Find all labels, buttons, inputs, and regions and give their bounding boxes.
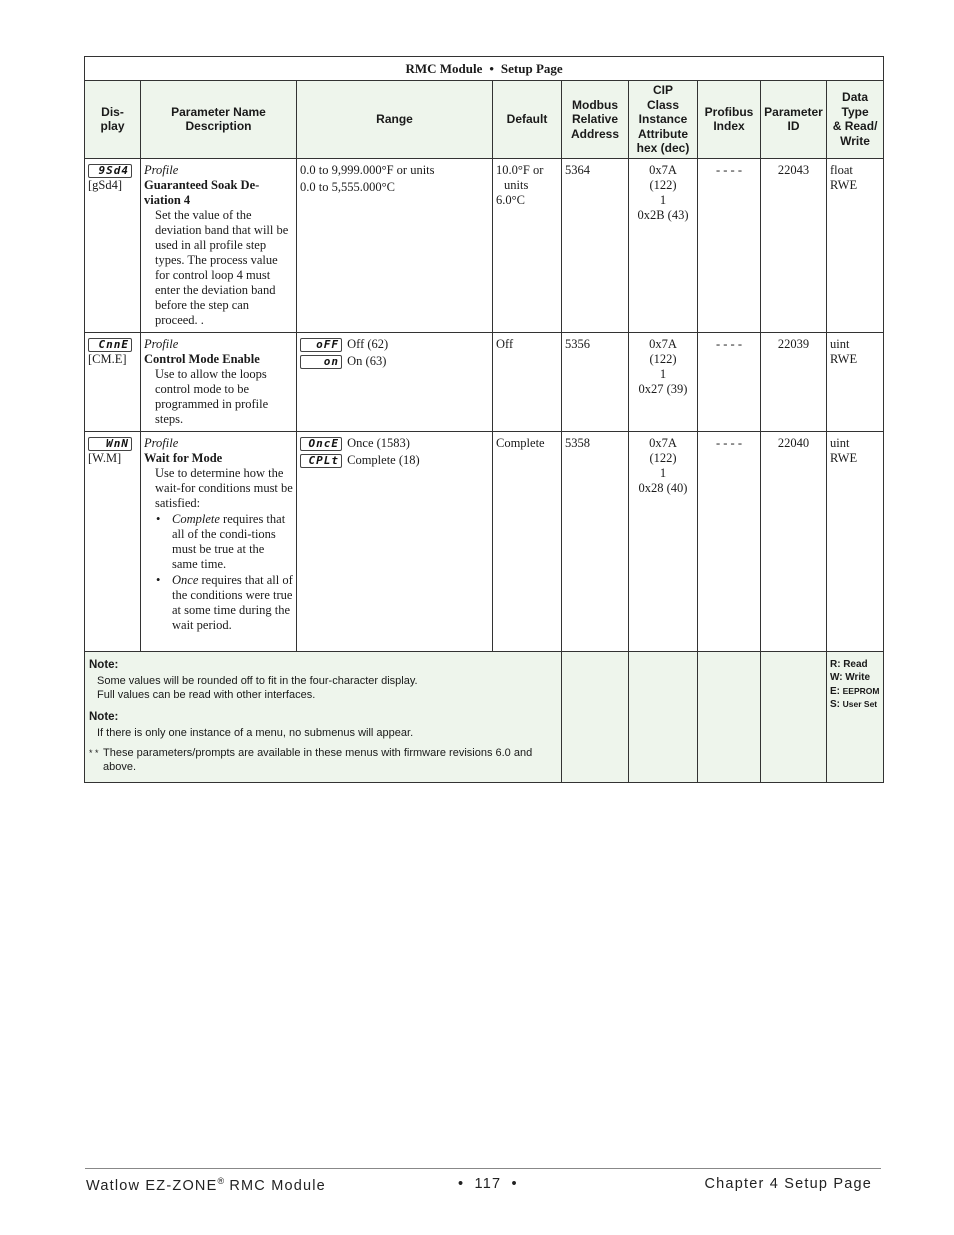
name-cell bbox=[141, 158, 297, 332]
lcd-option: CPLt bbox=[300, 454, 342, 468]
firmware-note bbox=[89, 746, 557, 774]
lcd-prompt: WnN bbox=[88, 437, 132, 451]
default-cell bbox=[493, 158, 562, 332]
option-label: Once (1583) bbox=[347, 435, 410, 450]
display-cell bbox=[85, 158, 141, 332]
parameter-name: Control Mode Enable bbox=[144, 351, 260, 366]
cip-class-dec: (122) bbox=[649, 177, 677, 192]
profibus-cell: - - - - bbox=[698, 332, 761, 431]
footer-chapter: Chapter 4 Setup Page bbox=[704, 1176, 872, 1192]
header-name: Parameter Name Description bbox=[141, 81, 297, 159]
default-value: 10.0°F or bbox=[496, 162, 544, 177]
data-type: float bbox=[830, 162, 853, 177]
cip-cell bbox=[629, 158, 698, 332]
parameter-name: Guaranteed Soak De- viation 4 bbox=[144, 177, 260, 207]
cip-class: 0x7A bbox=[649, 162, 677, 177]
cip-class: 0x7A bbox=[649, 435, 677, 450]
notes-row bbox=[85, 651, 884, 782]
param-id-cell: 22040 bbox=[761, 431, 827, 651]
legend-value: EEPROM bbox=[842, 685, 880, 696]
legend-item bbox=[830, 658, 881, 672]
header-modbus: Modbus Relative Address bbox=[562, 81, 629, 159]
double-asterisk: * * bbox=[89, 747, 99, 758]
display-cell bbox=[85, 431, 141, 651]
default-cell: Off bbox=[493, 332, 562, 431]
cip-class: 0x7A bbox=[649, 336, 677, 351]
default-value: 6.0°C bbox=[496, 192, 525, 207]
header-display: Dis- play bbox=[85, 81, 141, 159]
legend-item bbox=[830, 685, 881, 699]
read-write: RWE bbox=[830, 177, 858, 192]
legend-key: R: bbox=[830, 658, 841, 670]
note-text: These parameters/prompts are available in these menus with firmware revisions 6.0 and above. bbox=[103, 746, 533, 773]
parameter-description: Set the value of the deviation band that will be used in all profile step types. The process value for control loop 4 must enter the deviation band before the step can proceed. . bbox=[155, 207, 289, 327]
read-write: RWE bbox=[830, 450, 858, 465]
empty-cell bbox=[562, 651, 629, 782]
data-type-cell bbox=[827, 158, 884, 332]
range-option bbox=[300, 453, 489, 468]
default-cell: Complete bbox=[493, 431, 562, 651]
range-line: 0.0 to 5,555.000°C bbox=[300, 179, 395, 194]
table-row bbox=[85, 332, 884, 431]
default-value: units bbox=[504, 177, 529, 192]
modbus-cell: 5364 bbox=[562, 158, 629, 332]
empty-cell bbox=[761, 651, 827, 782]
data-type: uint bbox=[830, 336, 850, 351]
header-range: Range bbox=[297, 81, 493, 159]
range-option bbox=[300, 337, 489, 352]
legend-key: E: bbox=[830, 685, 840, 697]
read-write: RWE bbox=[830, 351, 858, 366]
range-cell bbox=[297, 158, 493, 332]
cip-instance: 1 bbox=[659, 366, 667, 381]
note-heading: Note: bbox=[89, 710, 119, 723]
modbus-cell: 5356 bbox=[562, 332, 629, 431]
display-cell bbox=[85, 332, 141, 431]
parameter-description: Use to allow the loops control mode to be programmed in profile steps. bbox=[155, 366, 269, 426]
parameter-name: Wait for Mode bbox=[144, 450, 223, 465]
title-separator: • bbox=[489, 61, 494, 76]
lcd-option: OncE bbox=[300, 437, 342, 451]
name-cell bbox=[141, 431, 297, 651]
header-default: Default bbox=[493, 81, 562, 159]
header-row bbox=[85, 81, 884, 159]
title-page: Setup Page bbox=[500, 61, 563, 76]
menu-label: Profile bbox=[144, 336, 179, 351]
bullet-list bbox=[144, 512, 293, 633]
param-id-cell: 22043 bbox=[761, 158, 827, 332]
footer-rule bbox=[85, 1168, 881, 1169]
empty-cell bbox=[698, 651, 761, 782]
data-type: uint bbox=[830, 435, 850, 450]
footer-product bbox=[86, 1176, 326, 1194]
bullet-term: Once bbox=[172, 572, 199, 587]
bullet-term: Complete bbox=[172, 511, 220, 526]
notes-cell bbox=[85, 651, 562, 782]
data-type-cell bbox=[827, 332, 884, 431]
bullet-text: requires that all of the conditions were true at some time during the wait period. bbox=[172, 572, 293, 632]
parameter-table bbox=[84, 56, 884, 783]
note-text: If there is only one instance of a menu, no submenus will appear. bbox=[97, 726, 414, 739]
note-text: Full values can be read with other interfaces. bbox=[97, 688, 316, 701]
title-module: RMC Module bbox=[405, 61, 483, 76]
footer-brand: Watlow EZ-ZONE bbox=[86, 1177, 218, 1194]
page-number: • 117 • bbox=[458, 1176, 518, 1192]
registered-mark: ® bbox=[217, 1176, 225, 1186]
table-row bbox=[85, 158, 884, 332]
lcd-prompt: 9Sd4 bbox=[88, 164, 132, 178]
lcd-option: oFF bbox=[300, 338, 342, 352]
header-cip: CIP Class Instance Attribute hex (dec) bbox=[629, 81, 698, 159]
rw-legend bbox=[827, 651, 884, 782]
legend-value: User Set bbox=[842, 699, 878, 709]
range-cell bbox=[297, 332, 493, 431]
data-type-cell bbox=[827, 431, 884, 651]
cip-instance: 1 bbox=[659, 192, 667, 207]
parameter-description: Use to determine how the wait-for conditions must be satisfied: bbox=[155, 465, 293, 510]
menu-label: Profile bbox=[144, 435, 179, 450]
cip-class-dec: (122) bbox=[649, 351, 677, 366]
name-cell bbox=[141, 332, 297, 431]
param-id-cell: 22039 bbox=[761, 332, 827, 431]
cip-attribute: 0x28 (40) bbox=[638, 480, 688, 495]
footer-product-name: RMC Module bbox=[224, 1177, 326, 1194]
range-line: 0.0 to 9,999.000°F or units bbox=[300, 162, 435, 177]
cip-cell bbox=[629, 332, 698, 431]
range-cell bbox=[297, 431, 493, 651]
legend-key: W: bbox=[830, 672, 843, 683]
header-profibus: Profibus Index bbox=[698, 81, 761, 159]
modbus-cell: 5358 bbox=[562, 431, 629, 651]
empty-cell bbox=[629, 651, 698, 782]
note-text: Some values will be rounded off to fit in the four-character display. bbox=[97, 674, 418, 687]
legend-item bbox=[830, 671, 881, 685]
cip-attribute: 0x27 (39) bbox=[638, 381, 688, 396]
prompt-code: [gSd4] bbox=[88, 177, 123, 192]
cip-instance: 1 bbox=[659, 465, 667, 480]
profibus-cell: - - - - bbox=[698, 431, 761, 651]
legend-value: Write bbox=[845, 672, 871, 683]
legend-item bbox=[830, 698, 881, 712]
header-data-type: Data Type & Read/ Write bbox=[827, 81, 884, 159]
option-label: Off (62) bbox=[347, 336, 389, 351]
table-title bbox=[85, 57, 884, 81]
list-item bbox=[155, 512, 293, 572]
cip-cell bbox=[629, 431, 698, 651]
prompt-code: [W.M] bbox=[88, 450, 122, 465]
lcd-prompt: CnnE bbox=[88, 338, 132, 352]
bullet-text: requires that all of the condi-tions must be true at the same time. bbox=[172, 511, 286, 571]
option-label: On (63) bbox=[347, 353, 387, 368]
legend-value: Read bbox=[843, 658, 868, 670]
table-row bbox=[85, 431, 884, 651]
profibus-cell: - - - - bbox=[698, 158, 761, 332]
legend-key: S: bbox=[830, 699, 840, 710]
range-option bbox=[300, 436, 489, 451]
range-option bbox=[300, 354, 489, 369]
lcd-option: on bbox=[300, 355, 342, 369]
note-heading: Note: bbox=[89, 658, 119, 671]
cip-attribute: 0x2B (43) bbox=[637, 207, 689, 222]
menu-label: Profile bbox=[144, 162, 179, 177]
option-label: Complete (18) bbox=[347, 452, 420, 467]
cip-class-dec: (122) bbox=[649, 450, 677, 465]
prompt-code: [CM.E] bbox=[88, 351, 127, 366]
list-item bbox=[155, 573, 293, 633]
header-param-id: Parameter ID bbox=[761, 81, 827, 159]
